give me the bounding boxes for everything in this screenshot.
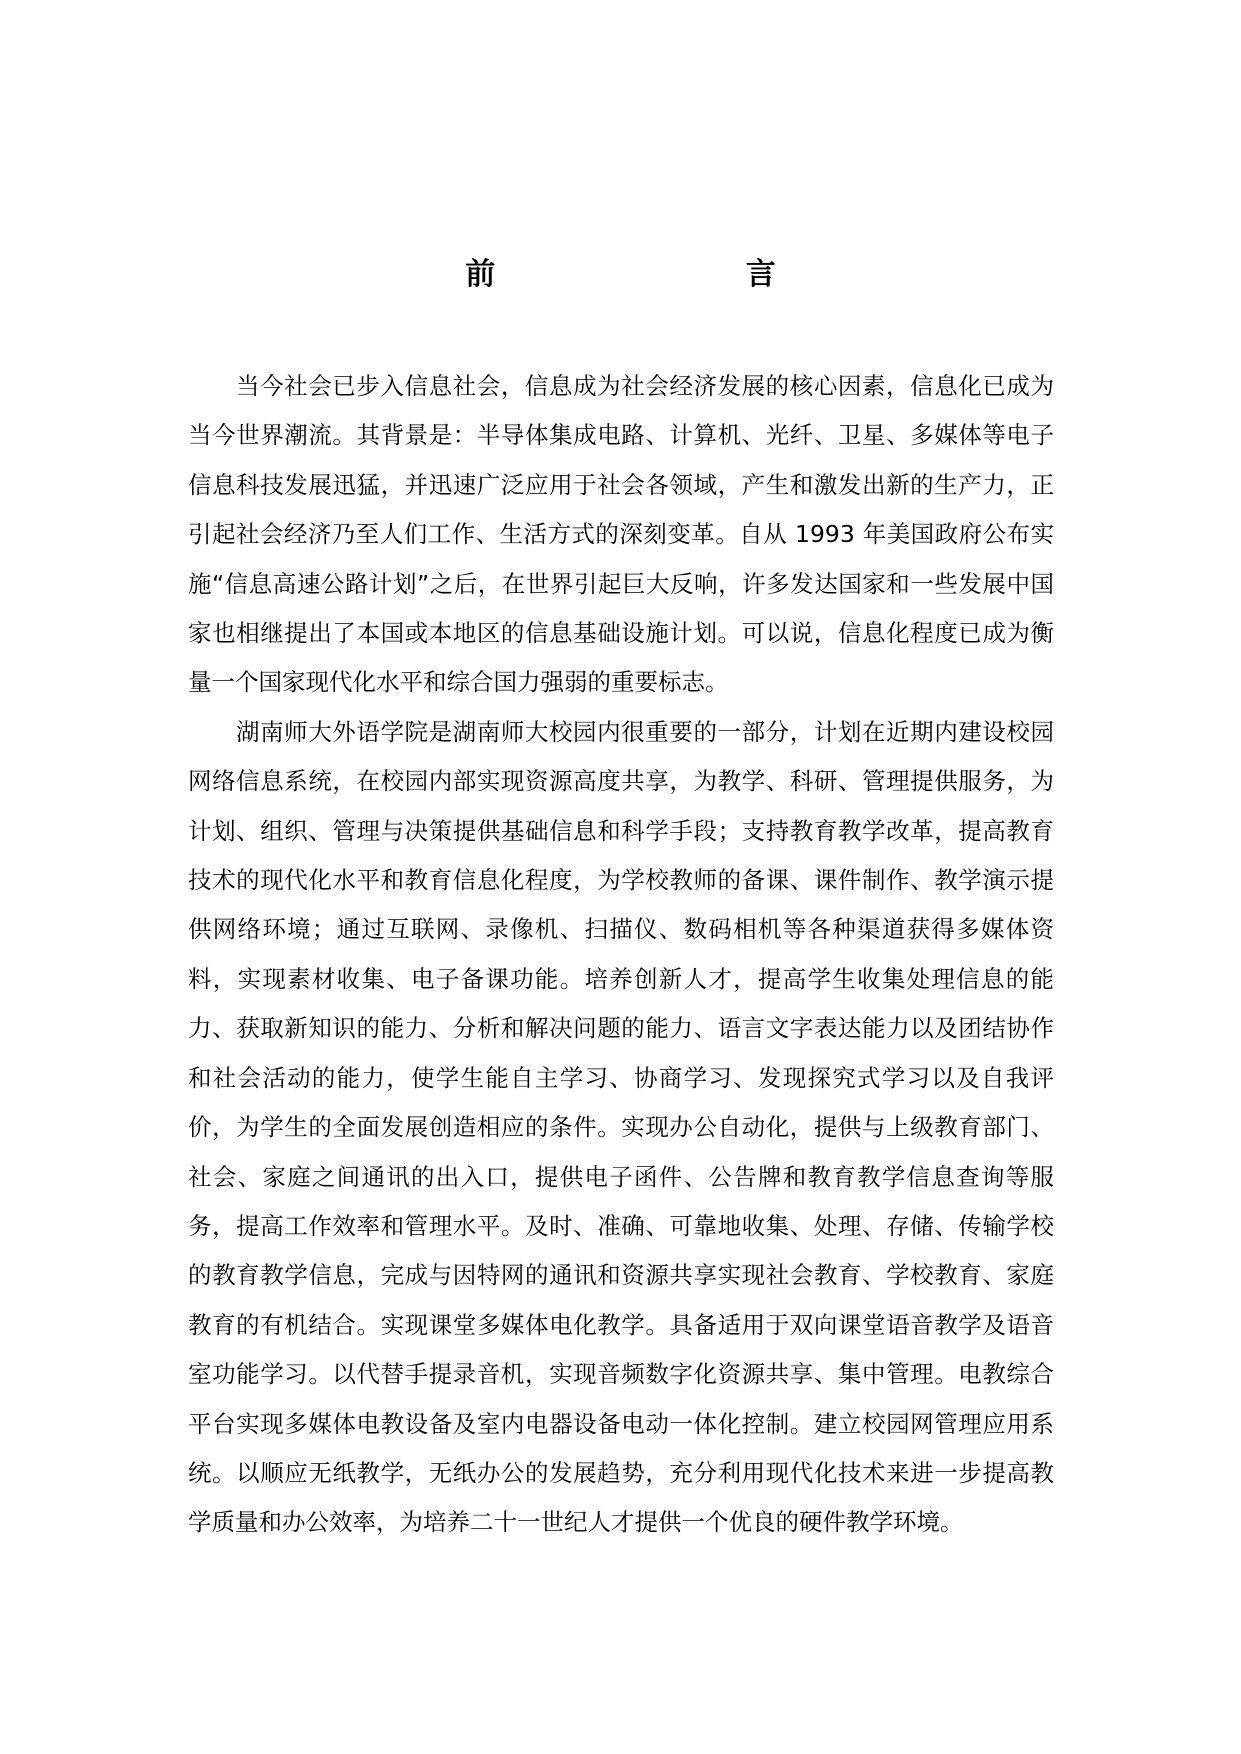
page-title: 前 言 [465, 257, 896, 292]
paragraph-background: 当今社会已步入信息社会，信息成为社会经济发展的核心因素，信息化已成为当今世界潮流。其背景是：半导体集成电路、计算机、光纤、卫星、多媒体等电子信息科技发展迅猛，并迅速广泛应用于社会各领域，产生和激发出新的生产力，正引起社会经济乃至人们工作、生活方式的深刻变革。自从 1993 年美国政府公布实施“信息高速公路计划”之后，在世界引起巨大反响，许多发达国家和一些发展中国家也相继提出了本国或本地区的信息基础设施计划。可以说，信息化程度已成为衡量一个国家现代化水平和综合国力强弱的重要标志。 [188, 372, 1054, 697]
paragraph-campus-network-plan: 湖南师大外语学院是湖南师大校园内很重要的一部分，计划在近期内建设校园网络信息系统，在校园内部实现资源高度共享，为教学、科研、管理提供服务，为计划、组织、管理与决策提供基础信息和科学手段；支持教育教学改革，提高教育技术的现代化水平和教育信息化程度，为学校教师的备课、课件制作、教学演示提供网络环境；通过互联网、录像机、扫描仪、数码相机等各种渠道获得多媒体资料，实现素材收集、电子备课功能。培养创新人才，提高学生收集处理信息的能力、获取新知识的能力、分析和解决问题的能力、语言文字表达能力以及团结协作和社会活动的能力，使学生能自主学习、协商学习、发现探究式学习以及自我评价，为学生的全面发展创造相应的条件。实现办公自动化，提供与上级教育部门、社会、家庭之间通讯的出入口，提供电子函件、公告牌和教育教学信息查询等服务，提高工作效率和管理水平。及时、准确、可靠地收集、处理、存储、传输学校的教育教学信息，完成与因特网的通讯和资源共享实现社会教育、学校教育、家庭教育的有机结合。实现课堂多媒体电化教学。具备适用于双向课堂语音教学及语音室功能学习。以代替手提录音机，实现音频数字化资源共享、集中管理。电教综合平台实现多媒体电教设备及室内电器设备电动一体化控制。建立校园网管理应用系统。以顺应无纸教学，无纸办公的发展趋势，充分利用现代化技术来进一步提高教学质量和办公效率，为培养二十一世纪人才提供一个优良的硬件教学环境。 [188, 717, 1054, 1537]
document-body [188, 362, 1054, 1548]
